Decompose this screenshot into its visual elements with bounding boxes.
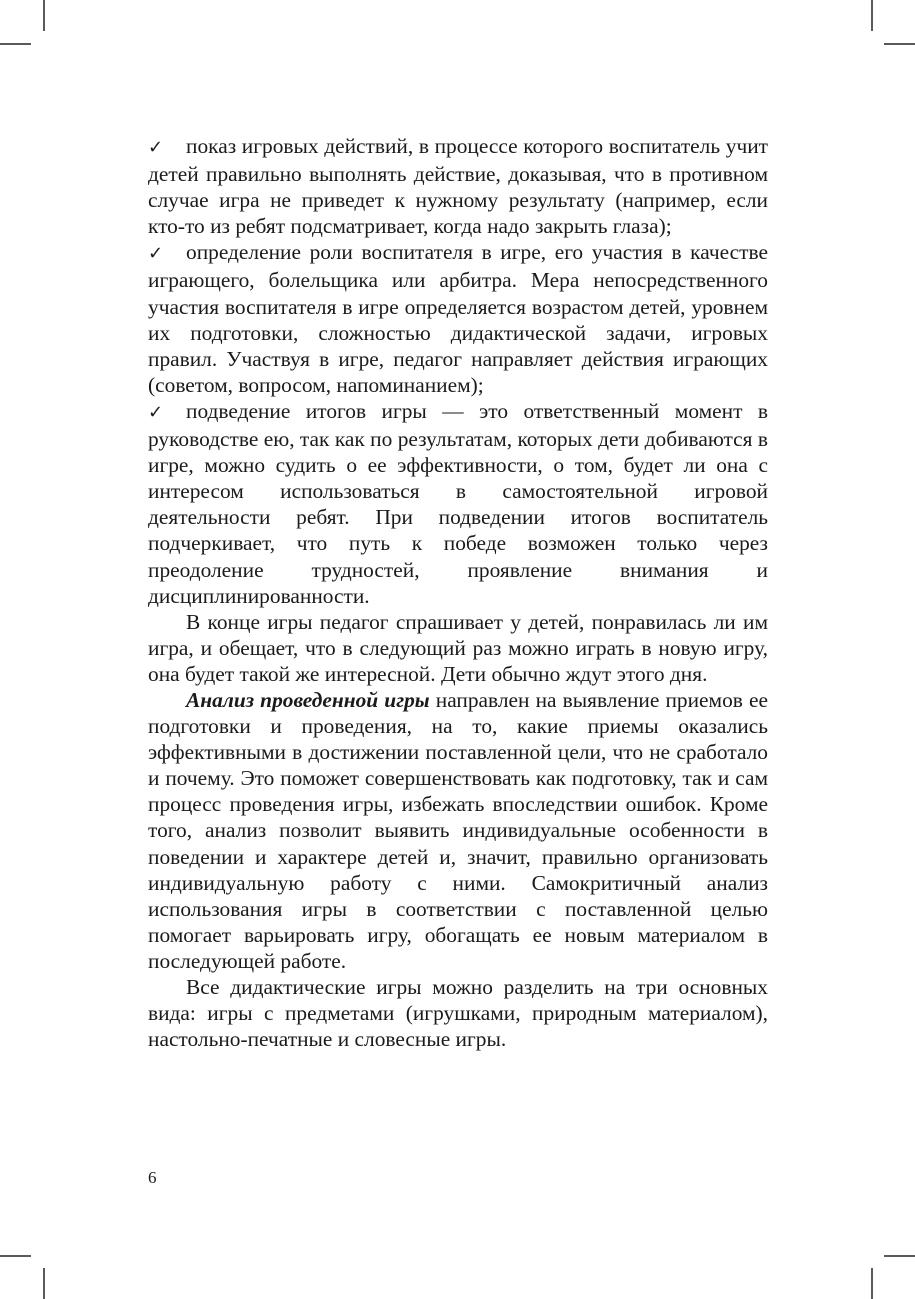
page-number: 6 [148, 1168, 157, 1187]
paragraph-game-types: Все дидактические игры можно разделить на три основных вида: игры с предметами (игрушками, природным материалом), настольно-печатные и словесные игры. [148, 975, 768, 1052]
crop-mark-bottom-right-vertical [871, 1268, 873, 1299]
bullet-item-show-actions [148, 133, 768, 239]
crop-mark-top-right-vertical [871, 0, 873, 31]
paragraph-game-analysis [148, 687, 768, 974]
bullet-item-teacher-role [148, 239, 768, 398]
crop-mark-bottom-left-vertical [43, 1268, 45, 1299]
crop-mark-bottom-right-horizontal [884, 1255, 915, 1257]
bullet-text: определение роли воспитателя в игре, его участия в качестве играющего, болельщика или арбитра. Мера непосредственного участия воспитателя в игре определяется возрастом детей, уровнем их подготовки, сложностью дидактической задачи, игровых правил. Участвуя в игре, педагог направляет действия играющих (советом, вопросом, напоминанием); [148, 240, 768, 397]
paragraph-text: направлен на выявление приемов ее подготовки и проведения, на то, какие приемы оказались эффективными в достижении поставленной цели, что не сработало и почему. Это поможет совершенствовать как подготовку, так и сам процесс проведения игры, избежать впоследствии ошибок. Кроме того, анализ позволит выявить индивидуальные особенности в поведении и характере детей и, значит, правильно организовать индивидуальную работу с ними. Самокритичный анализ использования игры в соответствии с поставленной целью помогает варьировать игру, обогащать ее новым материалом в последующей работе. [148, 687, 768, 973]
page-body [148, 133, 768, 1052]
crop-mark-top-right-horizontal [884, 43, 915, 45]
crop-mark-bottom-left-horizontal [0, 1255, 31, 1257]
bullet-text: показ игровых действий, в процессе которого воспитатель учит детей правильно выполнять действие, доказывая, что в противном случае игра не приведет к нужному результату (например, если кто-то из ребят подсматривает, когда надо закрыть глаза); [148, 134, 768, 239]
crop-mark-top-left-horizontal [0, 43, 31, 45]
check-mark-icon: ✓ [148, 401, 164, 423]
term-game-analysis: Анализ проведенной игры [186, 687, 430, 712]
bullet-text: подведение итогов игры — это ответственный момент в руководстве ею, так как по результатам, которых дети добиваются в игре, можно судить о ее эффективности, о том, будет ли она с интересом использоваться в самостоятельной игровой деятельности ребят. При подведении итогов воспитатель подчеркивает, что путь к победе возможен только через преодоление трудностей, проявление внимания и дисциплинированности. [148, 398, 768, 608]
bullet-item-summary [148, 398, 768, 609]
crop-mark-top-left-vertical [43, 0, 45, 31]
check-mark-icon: ✓ [148, 243, 164, 265]
check-mark-icon: ✓ [148, 137, 164, 158]
paragraph-end-of-game: В конце игры педагог спрашивает у детей, понравилась ли им игра, и обещает, что в следующий раз можно играть в новую игру, она будет такой же интересной. Дети обычно ждут этого дня. [148, 609, 768, 686]
